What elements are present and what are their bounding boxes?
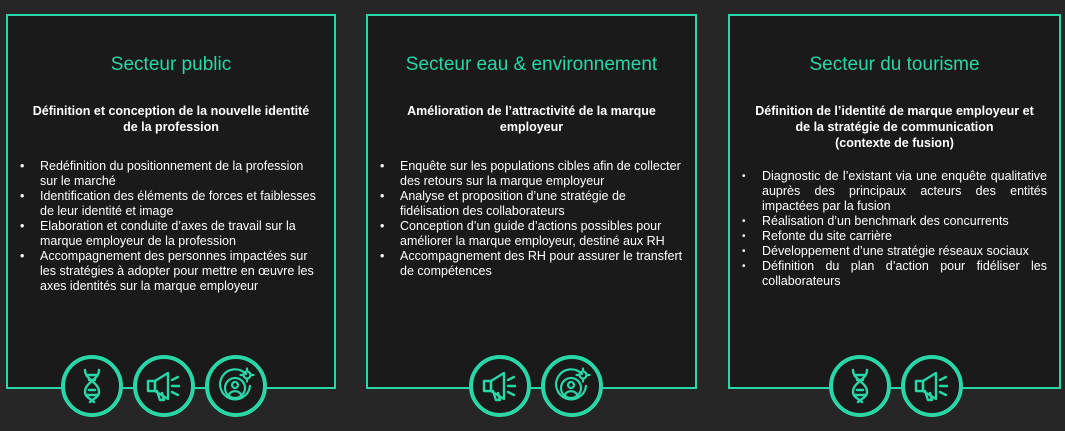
bullet-list bbox=[8, 159, 334, 294]
icon-row bbox=[469, 355, 603, 425]
bullet-list bbox=[368, 159, 695, 279]
list-item: • Développement d’une stratégie réseaux sociaux bbox=[762, 244, 1047, 259]
list-item: • Diagnostic de l’existant via une enquête qualitative auprès des principaux acteurs des entités impactées par la fusion bbox=[762, 169, 1047, 214]
bullet-list bbox=[730, 169, 1059, 289]
card-subtitle: Définition et conception de la nouvelle identité de la profession bbox=[32, 104, 310, 134]
card-secteur-public bbox=[6, 14, 336, 389]
megaphone-icon bbox=[469, 355, 531, 417]
list-item: • Accompagnement des RH pour assurer le transfert de compétences bbox=[400, 249, 683, 279]
card-title: Secteur public bbox=[110, 54, 232, 75]
card-secteur-eau-environnement bbox=[366, 14, 697, 389]
megaphone-icon bbox=[901, 355, 963, 417]
target-user-gear-icon bbox=[541, 355, 603, 417]
list-item: • Redéfinition du positionnement de la profession sur le marché bbox=[40, 159, 322, 189]
icon-row bbox=[61, 355, 267, 425]
list-item: • Définition du plan d’action pour fidéliser les collaborateurs bbox=[762, 259, 1047, 289]
icon-row bbox=[829, 355, 963, 425]
card-subtitle: Définition de l’identité de marque employeur et de la stratégie de communication (contexte de fusion) bbox=[755, 104, 1034, 150]
list-item: • Refonte du site carrière bbox=[762, 229, 1047, 244]
list-item: • Elaboration et conduite d’axes de travail sur la marque employeur de la profession bbox=[40, 219, 322, 249]
dna-icon bbox=[829, 355, 891, 417]
list-item: • Enquête sur les populations cibles afin de collecter des retours sur la marque employeur bbox=[400, 159, 683, 189]
list-item: • Accompagnement des personnes impactées sur les stratégies à adopter pour mettre en œuvre les axes identités sur la marque employeur bbox=[40, 249, 322, 294]
card-title: Secteur du tourisme bbox=[809, 54, 980, 75]
megaphone-icon bbox=[133, 355, 195, 417]
target-user-gear-icon bbox=[205, 355, 267, 417]
list-item: • Conception d’un guide d’actions possibles pour améliorer la marque employeur, destiné aux RH bbox=[400, 219, 683, 249]
list-item: • Réalisation d’un benchmark des concurrents bbox=[762, 214, 1047, 229]
card-title: Secteur eau & environnement bbox=[405, 54, 658, 75]
card-secteur-tourisme bbox=[728, 14, 1061, 389]
list-item: • Analyse et proposition d’une stratégie de fidélisation des collaborateurs bbox=[400, 189, 683, 219]
list-item: • Identification des éléments de forces et faiblesses de leur identité et image bbox=[40, 189, 322, 219]
dna-icon bbox=[61, 355, 123, 417]
card-subtitle: Amélioration de l’attractivité de la marque employeur bbox=[407, 104, 656, 134]
